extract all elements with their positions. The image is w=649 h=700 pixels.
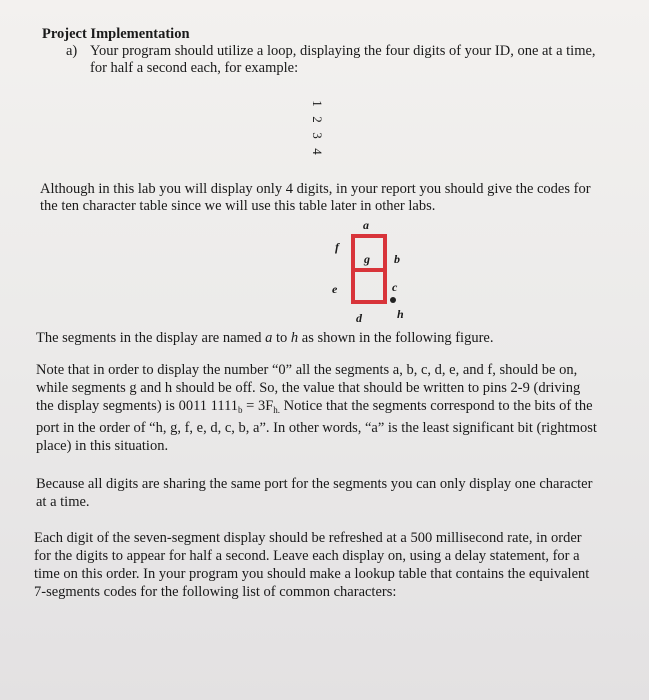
item-a-marker: a) [66, 43, 78, 59]
label-e: e [332, 282, 338, 296]
segments-para: The segments in the display are named a to h as shown in the following figure. [36, 330, 494, 346]
digit-3: 3 [309, 132, 325, 139]
lab-para-line-1: Although in this lab you will display only 4 digits, in your report you should give the codes for [40, 181, 591, 197]
label-a: a [363, 218, 369, 232]
label-g: g [364, 252, 370, 266]
digit-1: 1 [309, 100, 325, 107]
label-b: b [394, 252, 400, 266]
refresh-para-line-3: time on this order. In your program you should make a lookup table that contains the equivalent [34, 566, 590, 582]
refresh-para-line-2: for the digits to appear for half a second. Leave each display on, using a delay statement, for a [34, 548, 580, 564]
segment-b [383, 234, 387, 270]
zero-para-line-5: place) in this situation. [36, 438, 169, 454]
segment-h-dot [390, 297, 396, 303]
label-d: d [356, 311, 362, 325]
digit-4: 4 [309, 148, 325, 155]
label-h: h [397, 307, 404, 321]
zero-para-line-2: while segments g and h should be off. So, the value that should be written to pins 2-9 (driving [36, 380, 581, 396]
label-c: c [392, 280, 398, 294]
segment-e [351, 270, 355, 304]
zero-para-line-3: the display segments) is 0011 $1111_b = 3F_{h.}$ Notice that the segments correspond to the bits of the [36, 398, 593, 415]
digit-2: 2 [309, 116, 325, 123]
zero-para-line-4: port in the order of “h, g, f, e, d, c, b, a”. In other words, “a” is the least significant bit (rightmost [36, 420, 597, 436]
segment-g [351, 268, 387, 272]
segment-d [351, 300, 387, 304]
item-a-line-2: for half a second each, for example: [90, 60, 299, 76]
segment-c [383, 270, 387, 304]
lab-para-line-2: the ten character table since we will use this table later in other labs. [40, 198, 436, 214]
refresh-para-line-1: Each digit of the seven-segment display should be refreshed at a 500 millisecond rate, in order [34, 530, 582, 546]
share-para-line-2: at a time. [36, 494, 90, 510]
section-heading: Project Implementation [42, 26, 190, 42]
item-a-line-1: Your program should utilize a loop, displaying the four digits of your ID, one at a time, [90, 43, 596, 59]
share-para-line-1: Because all digits are sharing the same port for the segments you can only display one character [36, 476, 593, 492]
zero-para-line-1: Note that in order to display the number “0” all the segments a, b, c, d, e, and f, should be on, [36, 362, 578, 378]
segment-a [351, 234, 387, 238]
label-f: f [335, 240, 339, 254]
segment-f [351, 234, 355, 270]
refresh-para-line-4: 7-segments codes for the following list of common characters: [34, 584, 397, 600]
